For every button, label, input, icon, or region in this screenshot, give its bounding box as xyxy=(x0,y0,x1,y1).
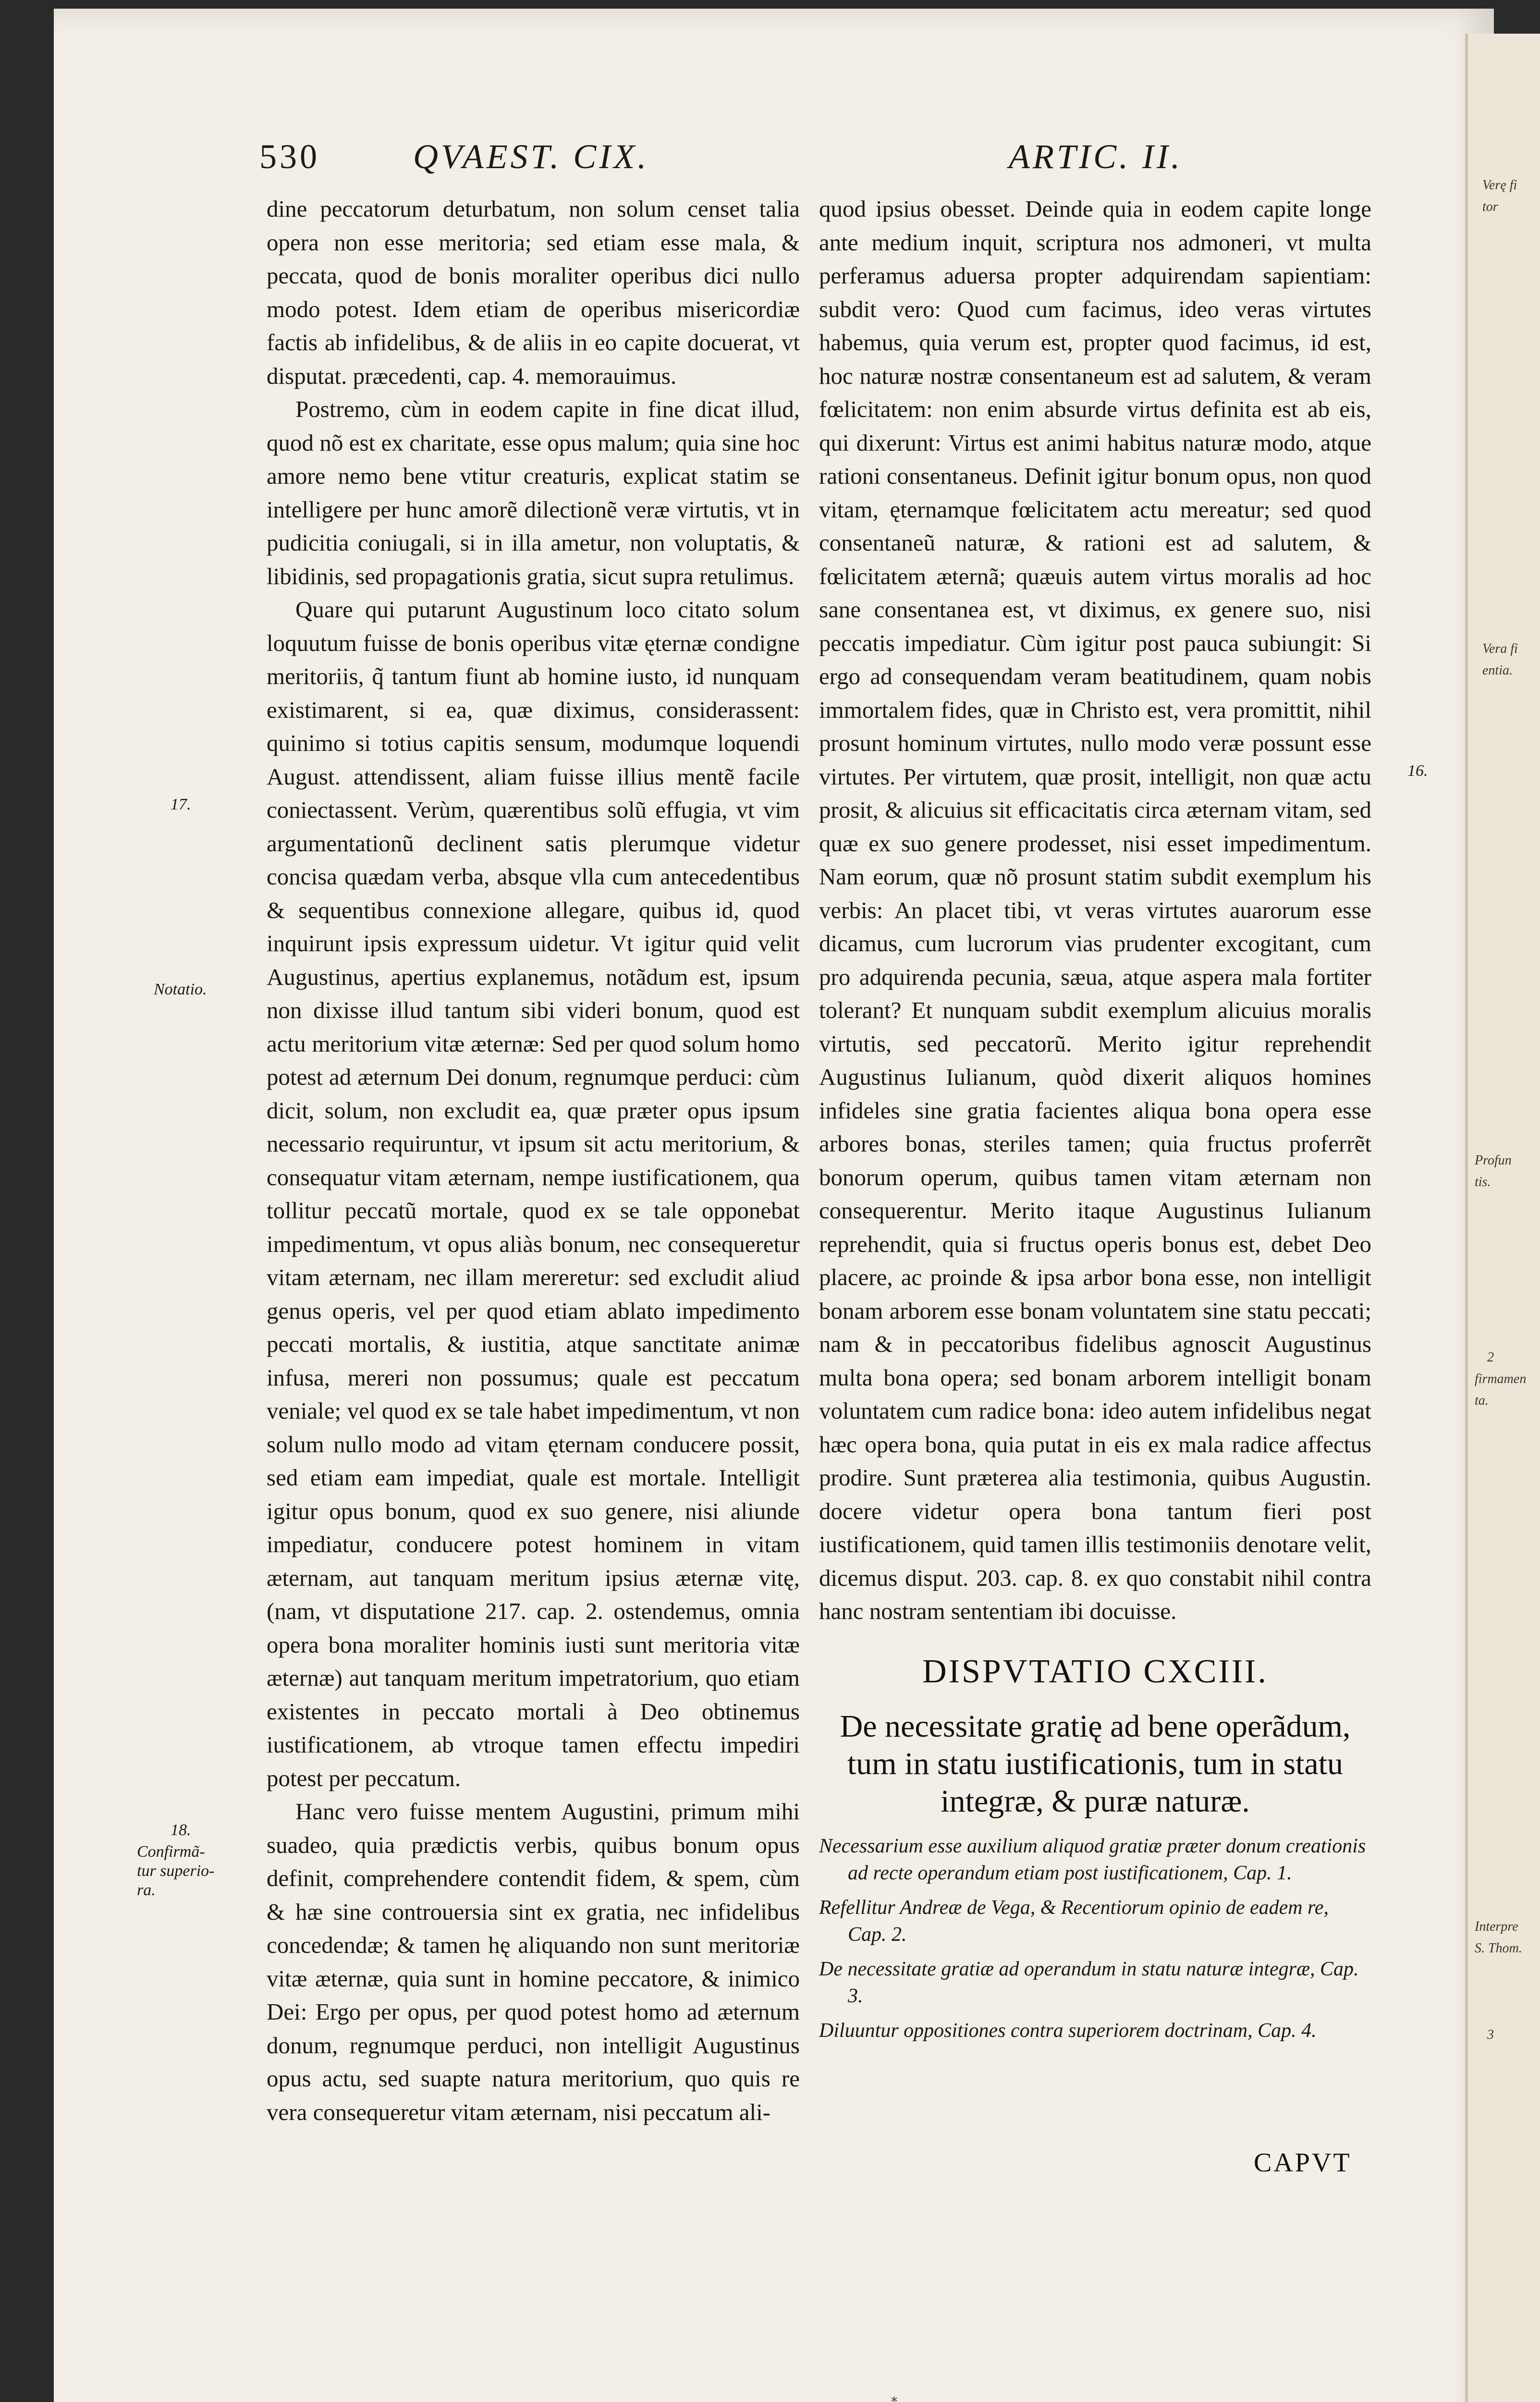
next-page-fragment: 2 xyxy=(1487,1350,1494,1365)
header-artic: ARTIC. II. xyxy=(1009,137,1183,176)
chapter-list xyxy=(819,1833,1371,2052)
margin-number: 17. xyxy=(171,796,191,813)
margin-note: Confirmã-tur superio-ra. xyxy=(137,1843,215,1899)
left-paragraph: Quare qui putarunt Augustinum loco citato solum loquutum fuisse de bonis operibus vitæ ęternæ condigne meritoriis, q̃ tantum fiunt ab homine iusto, id nunquam existimarent, si ea, quæ diximus, considerassent: quinimo si totius capitis sensum, modumque loquendi August. attendissent, aliam fuisse illius mentẽ facile coniectassent. Verùm, quærentibus solũ effugia, vt vim argumentationũ declinent satis plerumque videtur concisa quædam verba, absque vlla cum antecedentibus & sequentibus connexione allegare, quibus id, quod inquirunt ipsis expressum uidetur. Vt igitur quid velit Augustinus, apertius explanemus, notãdum est, ipsum non dixisse illud tantum sibi videri bonum, quod est actu meritorium vitæ æternæ: Sed per quod solum homo potest ad æternum Dei donum, regnumque perduci: cùm dicit, solum, non excludit ea, quæ præter opus ipsum necessario requiruntur, vt ipsum sit actu meritorium, & consequatur vitam æternam, nempe iustificationem, qua tollitur peccatũ mortale, quod ex se tale opponebat impedimentum, vt opus aliàs bonum, nec consequeretur vitam æternam, nec illam mereretur: sed excludit aliud genus operis, vel per quod etiam ablato impedimento peccati mortalis, & iustitia, atque sanctitate animæ infusa, mereri non possumus; quale est peccatum veniale; vel quod ex se tale habet impedimentum, vt non solum nullo modo ad vitam ęternam conducere possit, sed etiam eam impediat, quale est mortale. Intelligit igitur opus bonum, quod ex suo genere, nisi aliunde impediatur, conducere potest hominem in vitam æternam, aut tanquam meritum ipsius æternæ vitę, (nam, vt disputatione 217. cap. 2. ostendemus, omnia opera bona moraliter hominis iusti sunt meritoria vitæ æternæ) aut tanquam meritum impetratorium, quo etiam existentes in peccato mortali à Deo obtinemus iustificationem, ab vtroque tamen effectu impediri potest per peccatum. xyxy=(267,596,800,1791)
left-column xyxy=(267,192,800,2129)
next-page-fragment: S. Thom. xyxy=(1475,1941,1522,1956)
next-page-fragment: Vera fi xyxy=(1482,641,1518,656)
left-paragraph: Hanc vero fuisse mentem Augustini, primum mihi suadeo, quia prædictis verbis, quibus bonum opus definit, comprehendere contendit fidem, & spem, cùm & hæ sine controuersia sint ex gratia, nec infidelibus concedendæ; & tamen hę aliquando non sunt meritoriæ vitæ æternæ, quia sunt in homine peccatore, & inimico Dei: Ergo per opus, per quod potest homo ad æternum donum, regnumque perduci, non intelligit Augustinus opus actu, sed suapte natura meritorium, quo quis re vera consequeretur vitam æternam, nisi peccatum ali- xyxy=(267,1798,800,2125)
next-page-fragment: entia. xyxy=(1482,663,1513,678)
next-page-fragment: Profun xyxy=(1475,1153,1512,1168)
next-page-edge xyxy=(1465,34,1540,2402)
next-page-fragment: ta. xyxy=(1475,1393,1489,1408)
disputatio-title: DISPVTATIO CXCIII. xyxy=(922,1653,1268,1690)
next-page-fragment: 3 xyxy=(1487,2027,1494,2042)
running-header xyxy=(259,137,1396,190)
margin-note: Notatio. xyxy=(154,980,207,998)
next-page-fragment: firmamen xyxy=(1475,1372,1527,1386)
header-quaest: QVAEST. CIX. xyxy=(413,137,649,176)
margin-number: 16. xyxy=(1407,762,1428,780)
chapter-item: Diluuntur oppositiones contra superiorem doctrinam, Cap. 4. xyxy=(819,2020,1317,2042)
page-number: 530 xyxy=(259,137,320,176)
chapter-item: Necessarium esse auxilium aliquod gratiæ præter donum creationis ad recte operandum etiam post iustificationem, Cap. 1. xyxy=(819,1835,1366,1884)
next-page-fragment: tis. xyxy=(1475,1175,1491,1189)
next-page-fragment: Verę fi xyxy=(1482,178,1517,193)
catchword: CAPVT xyxy=(1254,2148,1352,2178)
left-paragraph: dine peccatorum deturbatum, non solum censet talia opera non esse meritoria; sed etiam esse mala, & peccata, quod de bonis moraliter operibus dici nullo modo potest. Idem etiam de operibus misericordiæ factis ab infidelibus, & de aliis in eo capite docuerat, vt disputat. præcedenti, cap. 4. memorauimus. xyxy=(267,196,800,389)
right-column xyxy=(819,192,1371,1628)
next-page-fragment: tor xyxy=(1482,199,1498,214)
next-page-fragment: Interpre xyxy=(1475,1919,1518,1934)
left-paragraph: Postremo, cùm in eodem capite in fine dicat illud, quod nõ est ex charitate, esse opus malum; quia sine hoc amore nemo bene vtitur creaturis, explicat statim se intelligere per hunc amorẽ dilectionẽ veræ virtutis, vt in pudicitia coniugali, si in illa ametur, non voluptatis, & libidinis, sed propagationis gratia, sicut supra retulimus. xyxy=(267,396,800,589)
bottom-mark: * xyxy=(891,2395,897,2402)
right-paragraph: quod ipsius obesset. Deinde quia in eodem capite longe ante medium inquit, scriptura nos admoneri, vt multa perferamus aduersa propter adquirendam sapientiam: subdit vero: Quod cum facimus, ideo veras virtutes habemus, quia verum est, propter quod facimus, id est, hoc naturæ nostræ consentaneum est ad salutem, & veram fœlicitatem: non enim absurde virtus definita est ab eis, qui dixerunt: Virtus est animi habitus naturæ modo, atque rationi consentaneus. Definit igitur bonum opus, non quod vitam, ęternamque fœlicitatem actu mereatur; sed quod consentaneũ naturæ, & rationi est ad salutem, & fœlicitatem æternã; quæuis autem virtus moralis ad hoc sane consentanea est, vt diximus, ex genere suo, nisi peccatis impediatur. Cùm igitur post pauca subiungit: Si ergo ad consequendam veram beatitudinem, quam nobis immortalem fides, quæ in Christo est, vera promittit, nihil prosunt hominum virtutes, nullo modo veræ possunt esse virtutes. Per virtutem, quæ prosit, intelligit, non quæ actu prosit, & alicuius sit efficacitatis circa æternam vitam, sed quæ ex suo genere prodesset, nisi esset impedimentum. Nam eorum, quæ nõ prosunt statim subdit exemplum his verbis: An placet tibi, vt veras virtutes auarorum esse dicamus, cum lucrorum vias prudenter excogitant, cum pro adquirenda pecunia, sæua, atque aspera mala fortiter tolerant? Et nunquam subdit exemplum alicuius moralis virtutis, sed peccatorũ. Merito igitur reprehendit Augustinus Iulianum, quòd dixerit aliquos homines infideles sine gratia facientes aliqua bona opera esse arbores bonas, steriles tamen; quia fructus proferrẽt bonorum operum, quibus tamen vitam æternam non consequerentur. Merito itaque Augustinus Iulianum reprehendit, quia si fructus operis bonus est, debet Deo placere, ac proinde & ipsa arbor bona esse, non intelligit bonam arborem esse bonam voluntatem sine statu peccati; nam & in peccatoribus fidelibus agnoscit Augustinus multa bona opera; sed bonam arborem intelligit bonam voluntatem cum radice bona: ideo autem infidelibus negat hæc opera bona, quia putat in eis ex mala radice affectus prodire. Sunt præterea alia testimonia, quibus Augustin. docere videtur opera bona tantum fieri post iustificationem, quid tamen illis testimoniis denotare velit, dicemus disput. 203. cap. 8. ex quo constabit nihil contra hanc nostram sententiam ibi docuisse. xyxy=(819,196,1371,1624)
chapter-item: De necessitate gratiæ ad operandum in statu naturæ integræ, Cap. 3. xyxy=(819,1958,1359,2007)
margin-number: 18. xyxy=(171,1821,191,1839)
disputatio-subtitle: De necessitate gratię ad bene operãdum, tum in statu iustificationis, tum in statu integræ, & puræ naturæ. xyxy=(840,1709,1351,1819)
chapter-item: Refellitur Andreæ de Vega, & Recentiorum opinio de eadem re, Cap. 2. xyxy=(819,1897,1329,1946)
